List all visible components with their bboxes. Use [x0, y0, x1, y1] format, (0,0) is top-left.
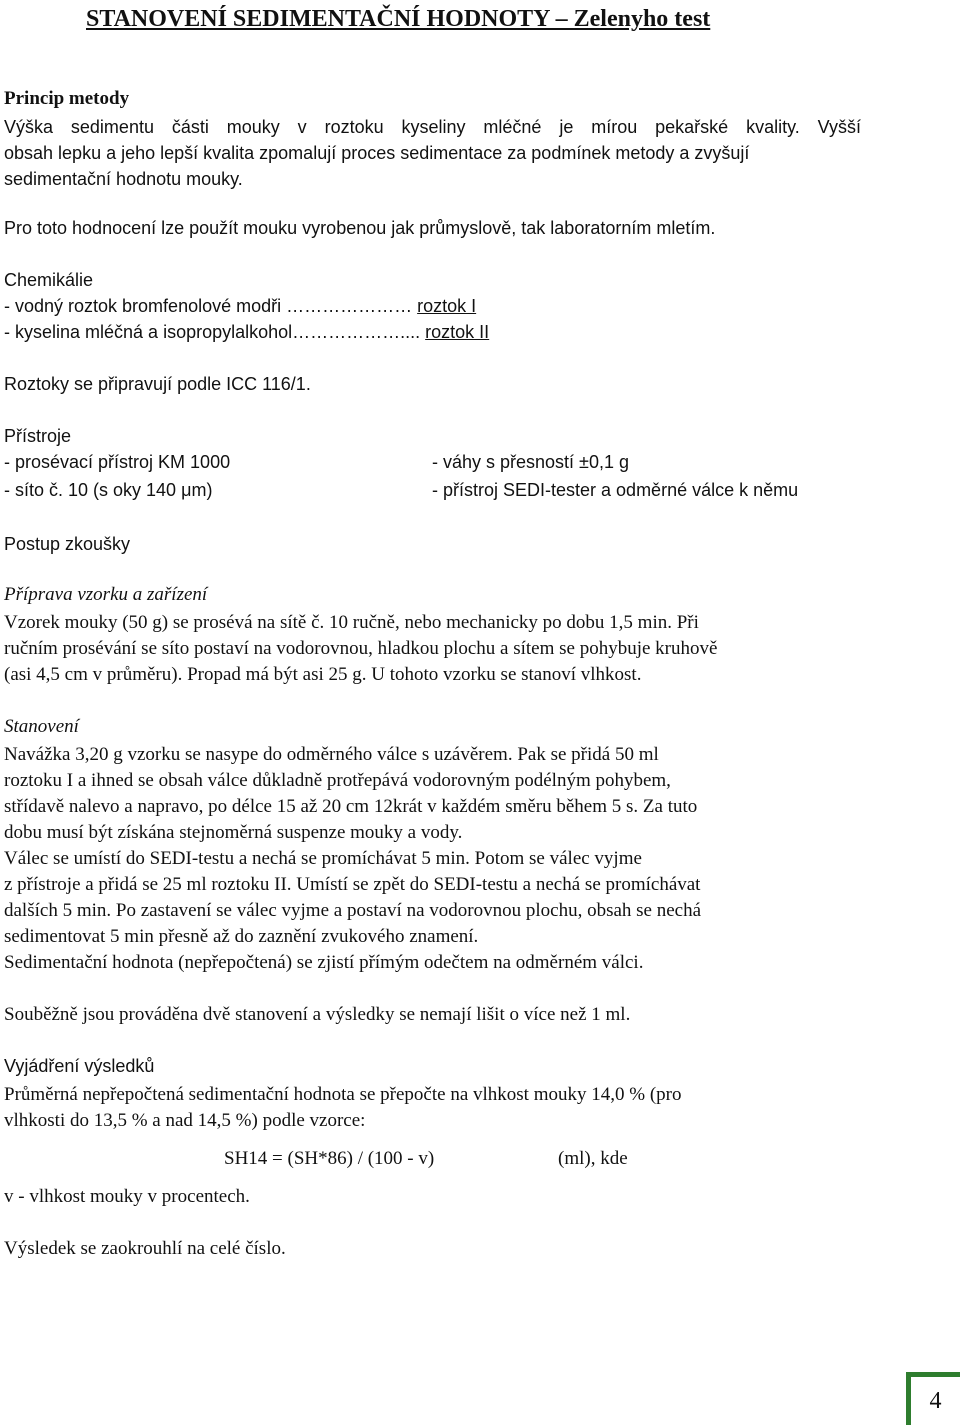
instrument-right: - přístroj SEDI-tester a odměrné válce k němu — [432, 480, 799, 500]
det-line: roztoku I a ihned se obsah válce důkladně protřepává vodorovným podélným pohybem, — [4, 770, 671, 791]
chemical-item-link: roztok II — [425, 322, 490, 342]
page-number: 4 — [929, 1387, 942, 1414]
prep-heading: Příprava vzorku a zařízení — [4, 584, 208, 605]
chemical-item — [4, 296, 476, 317]
procedure-heading: Postup zkoušky — [4, 534, 131, 554]
results-heading: Vyjádření výsledků — [4, 1056, 155, 1076]
results-paragraph — [4, 1082, 861, 1134]
det-line: dobu musí být získána stejnoměrná suspenze mouky a vody. — [4, 822, 463, 843]
determination-heading: Stanovení — [4, 716, 79, 737]
page-number-box — [906, 1372, 960, 1425]
chemicals-heading: Chemikálie — [4, 270, 94, 290]
instruments-heading: Přístroje — [4, 426, 72, 446]
results-line: Průměrná nepřepočtená sedimentační hodnota se přepočte na vlhkost mouky 14,0 % (pro — [4, 1084, 682, 1105]
prep-line: ručním prosévání se síto postaví na vodorovnou, hladkou plochu a sítem se pohybuje kruhově — [4, 638, 718, 659]
determination-paragraph — [4, 742, 861, 976]
chemical-item-link: roztok I — [417, 296, 477, 316]
formula: SH14 = (SH*86) / (100 - v) — [224, 1148, 435, 1169]
chemical-item — [4, 322, 489, 343]
det-line: střídavě nalevo a napravo, po délce 15 až 20 cm 12krát v každém směru během 5 s. Za tuto — [4, 796, 698, 817]
chemicals-note: Roztoky se připravují podle ICC 116/1. — [4, 374, 311, 394]
instrument-right: - váhy s přesností ±0,1 g — [432, 452, 629, 472]
page-title: STANOVENÍ SEDIMENTAČNÍ HODNOTY – Zelenyho test — [86, 6, 711, 32]
results-line: vlhkosti do 13,5 % a nad 14,5 %) podle vzorce: — [4, 1110, 366, 1131]
instrument-left: - síto č. 10 (s oky 140 μm) — [4, 480, 213, 500]
rounding-note: Výsledek se zaokrouhlí na celé číslo. — [4, 1238, 286, 1259]
principle-note: Pro toto hodnocení lze použít mouku vyrobenou jak průmyslově, tak laboratorním mletím. — [4, 218, 716, 238]
prep-line: Vzorek mouky (50 g) se prosévá na sítě č. 10 ručně, nebo mechanicky po dobu 1,5 min. Při — [4, 612, 699, 633]
principle-line: Výška sedimentu části mouky v roztoku kyseliny mléčné je mírou pekařské kvality. Vyšší — [4, 117, 861, 137]
principle-line: sedimentační hodnotu mouky. — [4, 169, 243, 189]
prep-line: (asi 4,5 cm v průměru). Propad má být asi 25 g. U tohoto vzorku se stanoví vlhkost. — [4, 664, 642, 685]
principle-heading: Princip metody — [4, 88, 130, 109]
det-line: Navážka 3,20 g vzorku se nasype do odměrného válce s uzávěrem. Pak se přidá 50 ml — [4, 744, 659, 765]
det-line: sedimentovat 5 min přesně až do zaznění zvukového znamení. — [4, 926, 479, 947]
det-line: Sedimentační hodnota (nepřepočtená) se zjistí přímým odečtem na odměrném válci. — [4, 952, 644, 973]
formula-unit: (ml), kde — [558, 1148, 628, 1169]
principle-paragraph — [4, 114, 861, 192]
det-line: z přístroje a přidá se 25 ml roztoku II. Umístí se zpět do SEDI-testu a nechá se promíchávat — [4, 874, 701, 895]
chemical-item-text: - vodný roztok bromfenolové modři ………………… — [4, 296, 418, 316]
chemical-item-text: - kyselina mléčná a isopropylalkohol……………….... — [4, 322, 426, 342]
instrument-left: - prosévací přístroj KM 1000 — [4, 452, 231, 472]
prep-paragraph — [4, 610, 861, 688]
parallel-note: Souběžně jsou prováděna dvě stanovení a výsledky se nemají lišit o více než 1 ml. — [4, 1004, 631, 1025]
principle-line: obsah lepku a jeho lepší kvalita zpomalují proces sedimentace za podmínek metody a zvyšují — [4, 143, 750, 163]
det-line: Válec se umístí do SEDI-testu a nechá se promíchávat 5 min. Potom se válec vyjme — [4, 848, 642, 869]
det-line: dalších 5 min. Po zastavení se válec vyjme a postaví na vodorovnou plochu, obsah se nechá — [4, 900, 702, 921]
variable-definition: v - vlhkost mouky v procentech. — [4, 1186, 250, 1207]
